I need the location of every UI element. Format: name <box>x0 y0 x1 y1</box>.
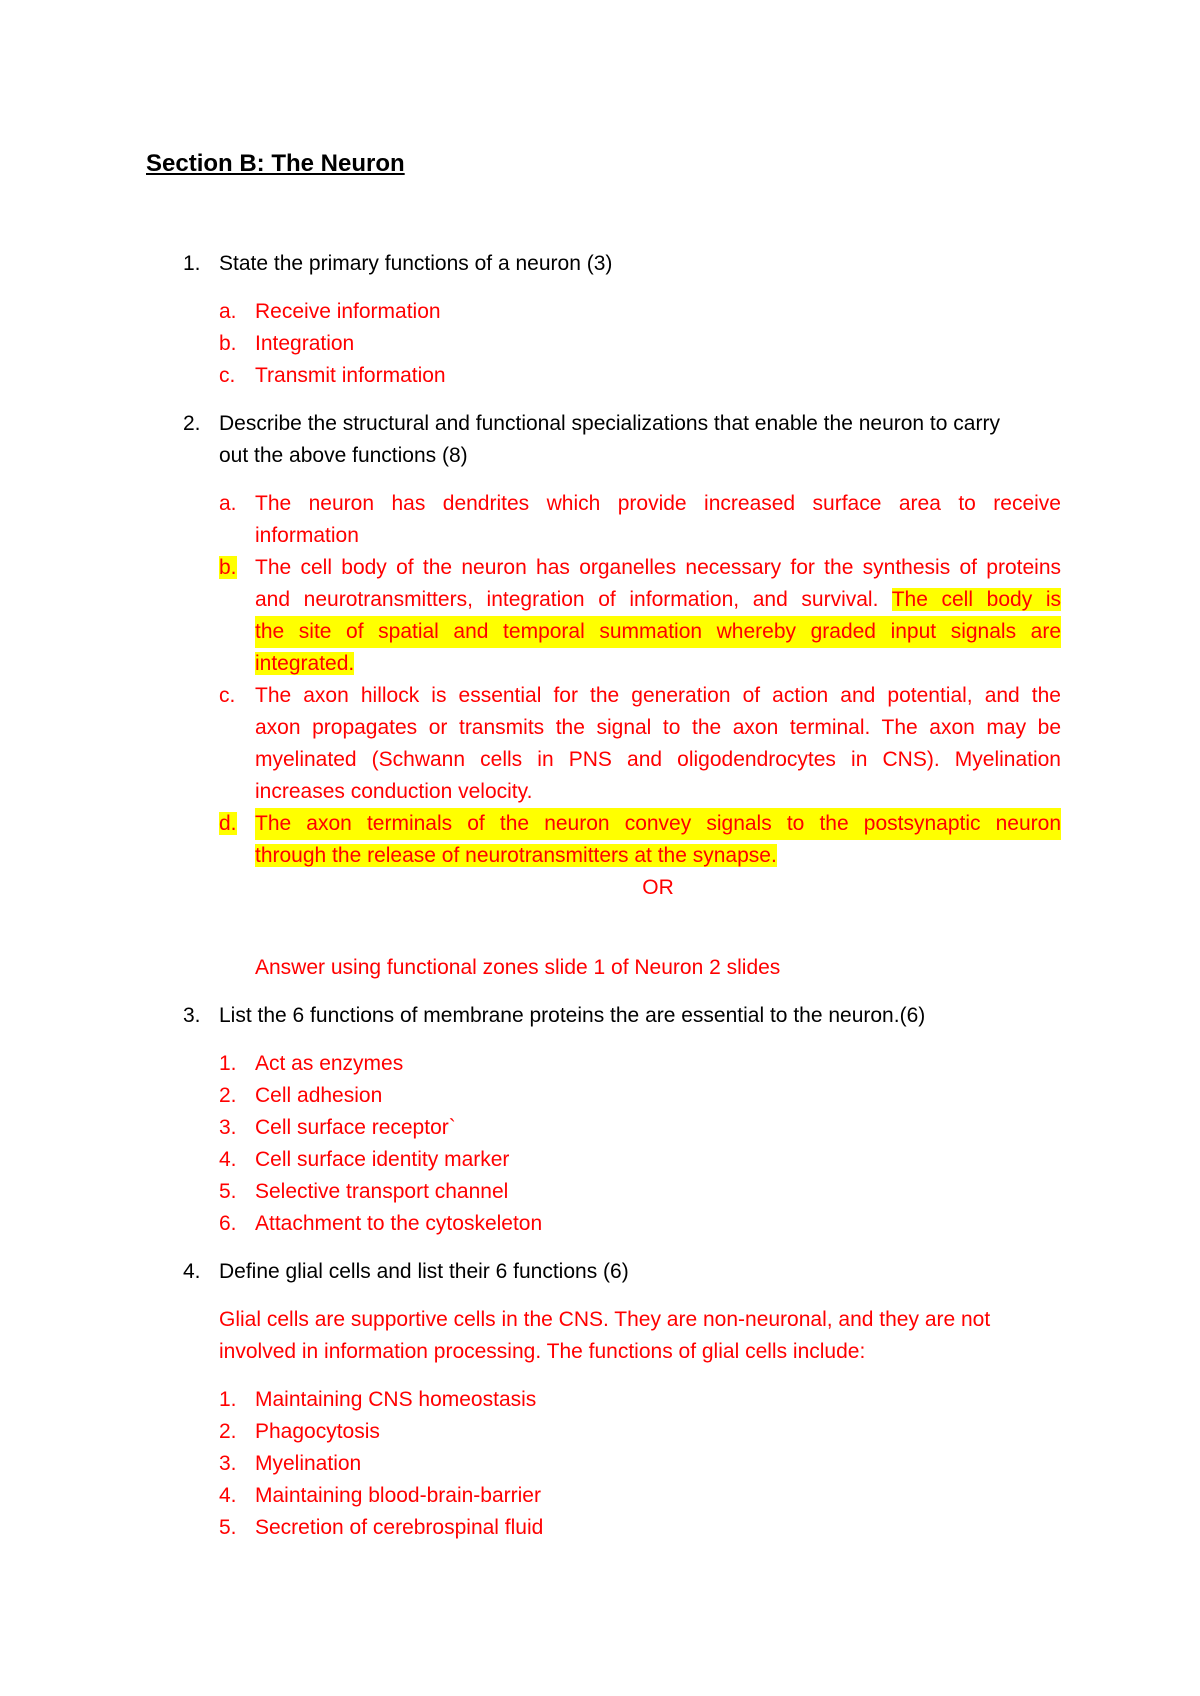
q1-answer-label: a. <box>219 300 237 323</box>
q4-answer-label: 2. <box>219 1420 237 1443</box>
q4-answer-text: Maintaining CNS homeostasis <box>255 1388 537 1411</box>
q4-answer-label: 4. <box>219 1484 237 1507</box>
q2-answer-d-line1: The axon terminals of the neuron convey signals to the postsynaptic neuron <box>255 808 1061 840</box>
q1-answer-label: b. <box>219 332 237 355</box>
q2-answer-d-label-text: d. <box>219 812 237 835</box>
q2-answer-c-line4: increases conduction velocity. <box>255 780 533 803</box>
q3-answer-text: Cell surface receptor` <box>255 1116 456 1139</box>
question-3-text: List the 6 functions of membrane proteins the are essential to the neuron.(6) <box>219 1004 926 1027</box>
question-4-number: 4. <box>183 1260 201 1283</box>
q4-answer-label: 3. <box>219 1452 237 1475</box>
q3-answer-text: Act as enzymes <box>255 1052 404 1075</box>
q2-answer-a-label: a. <box>219 492 237 515</box>
q1-answer-text: Transmit information <box>255 364 446 387</box>
q3-answer-label: 1. <box>219 1052 237 1075</box>
q3-answer-label: 2. <box>219 1084 237 1107</box>
q2-alternative-answer: Answer using functional zones slide 1 of Neuron 2 slides <box>255 956 781 979</box>
q2-answer-b-label-text: b. <box>219 556 237 579</box>
q2-answer-b-label <box>219 552 237 584</box>
q4-answer-text: Secretion of cerebrospinal fluid <box>255 1516 544 1539</box>
q2-answer-c-label: c. <box>219 684 236 707</box>
q2-answer-b-line3: the site of spatial and temporal summation whereby graded input signals are <box>255 616 1061 648</box>
q2-answer-b-line4: integrated. <box>255 652 355 675</box>
question-2-number: 2. <box>183 412 201 435</box>
q4-answer-label: 1. <box>219 1388 237 1411</box>
q1-answer-text: Receive information <box>255 300 441 323</box>
q2-answer-d-label <box>219 808 237 840</box>
q2-answer-b-line2 <box>255 584 1061 616</box>
q2-answer-c-line3: myelinated (Schwann cells in PNS and oligodendrocytes in CNS). Myelination <box>255 748 1061 771</box>
q4-intro-line2: involved in information processing. The functions of glial cells include: <box>219 1340 866 1363</box>
q4-answer-label: 5. <box>219 1516 237 1539</box>
q3-answer-text: Attachment to the cytoskeleton <box>255 1212 543 1235</box>
q2-answer-d-line2: through the release of neurotransmitters at the synapse. <box>255 844 777 867</box>
q2-answer-b-line2-highlight: The cell body is <box>891 588 1061 611</box>
q3-answer-text: Selective transport channel <box>255 1180 509 1203</box>
q2-answer-b-line1: The cell body of the neuron has organelles necessary for the synthesis of proteins <box>255 556 1061 579</box>
q3-answer-label: 6. <box>219 1212 237 1235</box>
q4-answer-text: Myelination <box>255 1452 362 1475</box>
q2-answer-c-line2: axon propagates or transmits the signal to the axon terminal. The axon may be <box>255 716 1061 739</box>
q3-answer-label: 4. <box>219 1148 237 1171</box>
question-1-number: 1. <box>183 252 201 275</box>
section-title: Section B: The Neuron <box>146 150 405 177</box>
q2-answer-a-line2: information <box>255 524 359 547</box>
q2-answer-a-line1: The neuron has dendrites which provide increased surface area to receive <box>255 492 1061 515</box>
q4-answer-text: Maintaining blood-brain-barrier <box>255 1484 541 1507</box>
question-1-text: State the primary functions of a neuron (3) <box>219 252 613 275</box>
q1-answer-text: Integration <box>255 332 355 355</box>
question-2-text-line2: out the above functions (8) <box>219 444 468 467</box>
q4-intro-line1: Glial cells are supportive cells in the CNS. They are non-neuronal, and they are not <box>219 1308 991 1331</box>
question-2-text-line1: Describe the structural and functional specializations that enable the neuron to carry <box>219 412 1000 435</box>
q3-answer-label: 5. <box>219 1180 237 1203</box>
q2-answer-c-line1: The axon hillock is essential for the generation of action and potential, and the <box>255 684 1061 707</box>
q3-answer-text: Cell adhesion <box>255 1084 383 1107</box>
q2-answer-b-line2-plain: and neurotransmitters, integration of information, and survival. <box>255 588 892 611</box>
q3-answer-label: 3. <box>219 1116 237 1139</box>
q2-or-separator: OR <box>642 876 674 899</box>
q4-answer-text: Phagocytosis <box>255 1420 380 1443</box>
q2-answer-d-line2-wrap <box>255 840 777 872</box>
q2-answer-b-line4-wrap <box>255 648 354 680</box>
question-4-text: Define glial cells and list their 6 functions (6) <box>219 1260 629 1283</box>
question-3-number: 3. <box>183 1004 201 1027</box>
q1-answer-label: c. <box>219 364 236 387</box>
q3-answer-text: Cell surface identity marker <box>255 1148 510 1171</box>
